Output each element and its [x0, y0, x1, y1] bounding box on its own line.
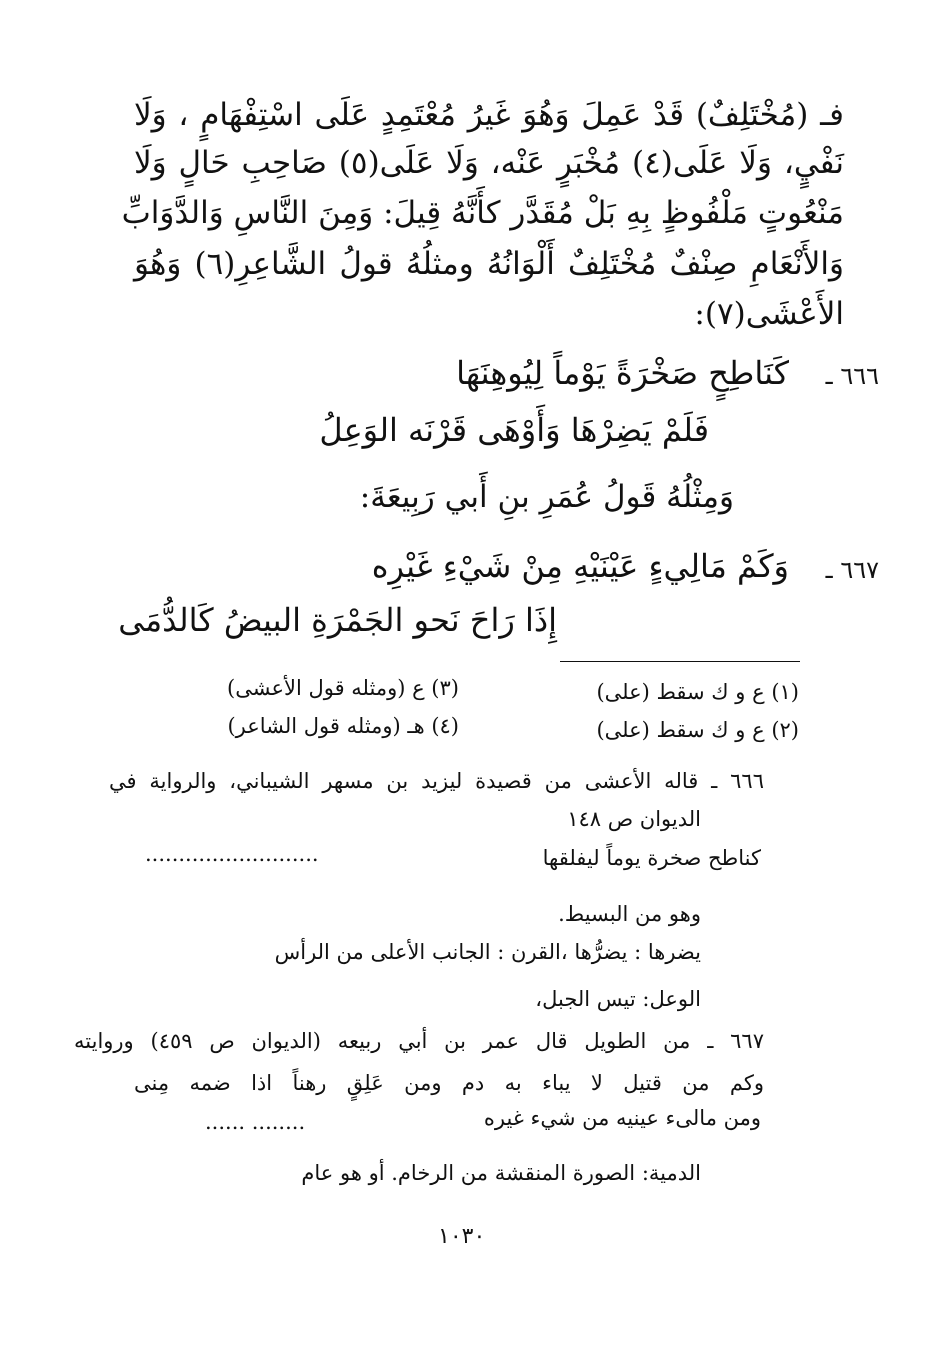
intro-verse-667: وَمِثْلُهُ قَولُ عُمَرِ بنِ أَبي رَبِيعَةَ: — [359, 479, 734, 515]
commentary-667-line-1: ٦٦٧ ـ من الطويل قال عمر بن أبي ربيعه (الديوان ص ٤٥٩) وروايته — [74, 1029, 764, 1053]
page-number: ١٠٣٠ — [438, 1224, 486, 1249]
verse-667-second-hemistich: إِذَا رَاحَ نَحو الجَمْرَةِ البيضُ كَالدُّمَى — [118, 601, 557, 639]
commentary-667-line-4: الدمية: الصورة المنقشة من الرخام. أو هو عام — [301, 1161, 701, 1185]
dot-leader-666: .......................... — [145, 842, 319, 866]
verse-666-first-hemistich: كَنَاطِحٍ صَخْرَةً يَوْماً لِيُوهِنَهَا — [456, 354, 789, 392]
footnote-1: (١) ع و ك سقط (على) — [596, 680, 799, 704]
commentary-666-line-5: يضرها : يضرُّها ،القرن : الجانب الأعلى من الرأس — [274, 940, 701, 964]
footnote-2: (٢) ع و ك سقط (على) — [596, 718, 799, 742]
footnote-separator — [560, 661, 800, 662]
footnote-3: (٣) ع (ومثله قول الأعشى) — [227, 676, 459, 700]
verse-666-number: ٦٦٦ ـ — [825, 362, 879, 390]
commentary-666-line-2: الديوان ص ١٤٨ — [567, 807, 701, 831]
commentary-666-line-6: الوعل: تيس الجبل، — [535, 987, 701, 1011]
body-line-4: وَالأَنْعَامِ صِنْفٌ مُخْتَلِفٌ أَلْوَانُهُ ومثلُهُ قولُ الشَّاعِرِ(٦) وَهُوَ — [134, 246, 844, 282]
commentary-667-line-2: وكم من قتيل لا يباء به دم ومن عَلِقٍ رهناً اذا ضمه مِنى — [134, 1071, 764, 1095]
body-line-5: الأَعْشَى(٧): — [694, 296, 844, 332]
commentary-666-line-4: وهو من البسيط. — [558, 902, 701, 926]
verse-666-second-hemistich: فَلَمْ يَضِرْهَا وَأَوْهَى قَرْنَه الوَعِلُ — [319, 411, 709, 449]
body-line-3: مَنْعُوتٍ مَلْفُوظٍ بِهِ بَلْ مُقَدَّر كأَنَّهُ قِيلَ: وَمِنَ النَّاسِ وَالدَّوَابِّ — [121, 195, 844, 231]
body-line-1: فـ (مُخْتَلِفٌ) قَدْ عَمِلَ وَهُوَ غَيرُ مُعْتَمِدٍ عَلَى اسْتِفْهَامٍ ، وَلَا — [134, 97, 844, 133]
commentary-666-line-3: كناطح صخرة يوماً ليفلقها — [542, 846, 761, 870]
commentary-666-line-1: ٦٦٦ ـ قاله الأعشى من قصيدة ليزيد بن مسهر الشيباني، والرواية في — [109, 769, 764, 793]
dot-leader-667: ...... ........ — [205, 1110, 306, 1134]
commentary-667-line-3: ومن مالىء عينيه من شيء غيره — [483, 1106, 761, 1130]
verse-667-first-hemistich: وَكَمْ مَالِيءٍ عَيْنَيْهِ مِنْ شَيْءِ غَيْرِه — [371, 547, 789, 585]
body-line-2: نَفْيٍ، وَلَا عَلَى(٤) مُخْبَرٍ عَنْه، وَلَا عَلَى(٥) صَاحِبِ حَالٍ وَلَا — [134, 145, 844, 181]
footnote-4: (٤) هـ (ومثله قول الشاعر) — [227, 714, 459, 738]
verse-667-number: ٦٦٧ ـ — [825, 556, 879, 584]
